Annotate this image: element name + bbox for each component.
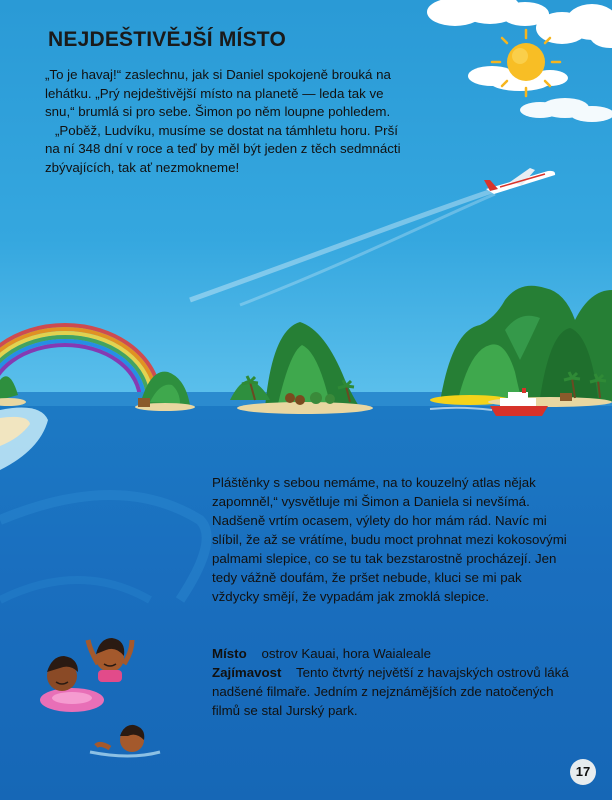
page-number: 17 [570, 759, 596, 785]
body-text [212, 473, 572, 606]
kid-with-ring [40, 656, 104, 712]
fact-place [212, 644, 572, 663]
facts-box [212, 644, 572, 720]
kid-waving [88, 638, 132, 682]
cloud-top-right [427, 0, 549, 26]
island-right [430, 286, 612, 407]
cloud-mid-right [520, 98, 612, 122]
fact-place-value: ostrov Kauai, hora Waialeale [261, 646, 432, 661]
rainbow [0, 325, 160, 400]
fact-place-label: Místo [212, 646, 247, 661]
intro-text [45, 66, 405, 177]
intro-paragraph: „To je havaj!“ zaslechnu, jak si Daniel spokojeně brouká na lehátku. „Prý nejdeštivější místo na planetě — leda tak ve snu,“ brumlá si pro sebe. Šimon po něm loupne pohledem. [45, 67, 391, 119]
page-title: NEJDEŠTIVĚJŠÍ MÍSTO [48, 28, 286, 51]
fact-interest [212, 663, 572, 720]
fact-interest-value: Tento čtvrtý největší z havajských ostrovů láká nadšené filmaře. Jedním z nejznámějších zde natočených filmů se stal Jurský park. [212, 665, 569, 718]
intro-paragraph: „Poběž, Ludvíku, musíme se dostat na támhletu horu. Prší na ní 348 dní v roce a teď by měl být jeden z těch sedmnácti zbývajících, tak ať nezmokneme! [45, 122, 401, 175]
island-left [0, 376, 26, 406]
fact-interest-label: Zajímavost [212, 665, 282, 680]
kid-swimming [90, 725, 160, 756]
beach-wave [0, 408, 48, 470]
airplane-icon [484, 168, 555, 194]
body-paragraph: Pláštěnky s sebou nemáme, na to kouzelný atlas nějak zapomněl,“ vysvětluje mi Šimon a Daniela si nevšímá. Nadšeně vrtím ocasem, výlety do hor mám rád. Navíc mi slíbil, že až se vrátíme, budu moct prohnat mezi kokosovými palmami slepice, co se tu tak bezstarostně procházejí. Jen tedy vážně doufám, že pršet nebude, kluci se mi pak vždycky smějí, že vypadám jak zmoklá slepice. [212, 475, 567, 604]
